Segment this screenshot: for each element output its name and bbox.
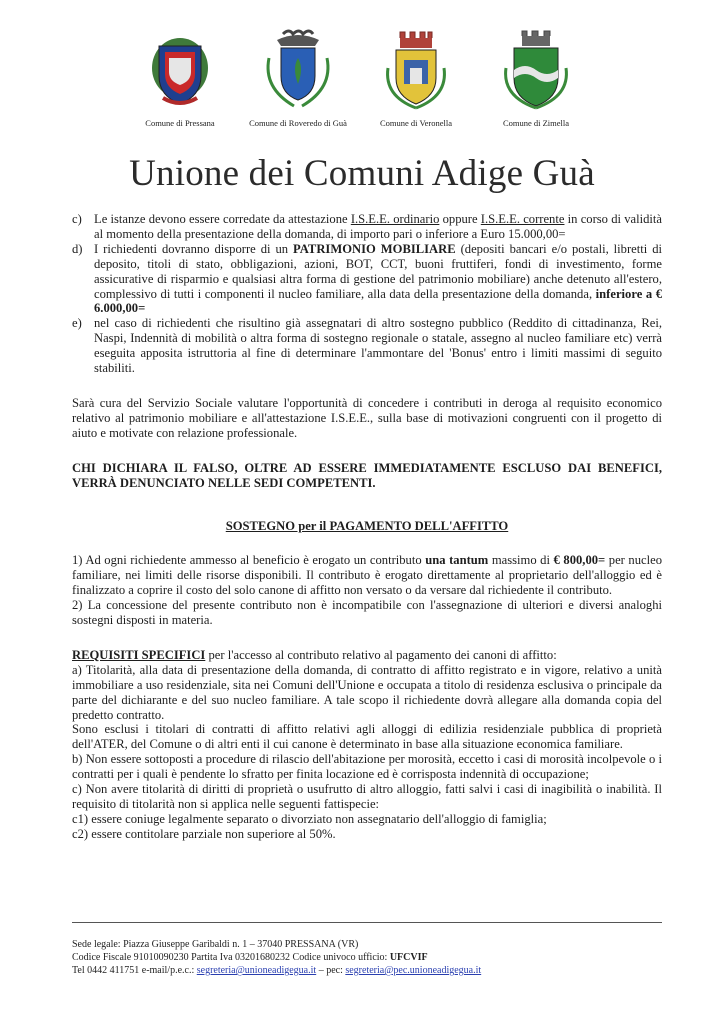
item-text: [94, 212, 662, 242]
footer-fiscal: [72, 951, 662, 964]
text-span: Tel 0442 411751 e-mail/p.e.c.:: [72, 965, 197, 976]
text-span: – pec:: [316, 965, 346, 976]
document-body: [72, 212, 662, 842]
section-title: SOSTEGNO per il PAGAMENTO DELL'AFFITTO: [225, 518, 509, 533]
text-span: per l'accesso al contributo relativo al pagamento dei canoni di affitto:: [205, 647, 557, 662]
pec-link[interactable]: segreteria@pec.unioneadigegua.it: [345, 965, 482, 976]
crest-zimella: [476, 28, 596, 128]
una-tantum-label: una tantum: [425, 553, 489, 568]
requirement-c: c) Non avere titolarità di diritti di proprietà o usufrutto di altro alloggio, fatti salvi i casi di inagibilità o inabilità. Il requisito di titolarità non si applica nelle seguenti fattispecie:: [72, 782, 662, 811]
municipality-crests: [0, 28, 724, 148]
text-span: (depositi bancari e/o postali, libretti di deposito, titoli di stato, obbligazioni, azioni, BOT, CCT, buoni fruttiferi, fondi di investimento, forme assicurative di risparmio e qualsiasi altra forma di gestione del patrimonio mobiliare) anche detenuto all'estero, complessivo di tutti i componenti il nucleo familiare, alla data della presentazione della domanda,: [94, 241, 662, 301]
list-item-e: [72, 316, 662, 376]
office-code: UFCVIF: [389, 952, 428, 963]
max-contribution-amount: € 800,00=: [553, 553, 606, 568]
list-item-c: [72, 212, 662, 242]
text-span: oppure: [439, 212, 481, 226]
support-paragraph-2: 2) La concessione del presente contributo non è incompatibile con l'assegnazione di ulteriori e diversi analoghi sostegni disposti in materia.: [72, 598, 662, 628]
isee-corrente-link: I.S.E.E. corrente: [480, 212, 565, 226]
crest-caption: Comune di Veronella: [379, 118, 453, 128]
veronella-coat-of-arms-icon: [380, 28, 452, 114]
requirements-intro: [72, 648, 662, 663]
text-span: I richiedenti dovranno disporre di un: [94, 241, 294, 256]
footer-divider: [72, 922, 662, 923]
text-span: 1) Ad ogni richiedente ammesso al beneficio è erogato un contributo: [72, 553, 426, 568]
crest-roveredo: [238, 28, 358, 128]
threshold-amount: inferiore a € 6.000,00=: [94, 286, 662, 316]
crest-veronella: [356, 28, 476, 128]
text-span: Le istanze devono essere corredate da attestazione: [94, 212, 351, 226]
requirements-heading: REQUISITI SPECIFICI: [72, 647, 206, 662]
footer-contacts: [72, 964, 662, 977]
zimella-coat-of-arms-icon: [500, 28, 572, 114]
crest-caption: Comune di Pressana: [145, 118, 215, 128]
document-title: Unione dei Comuni Adige Guà: [129, 153, 595, 194]
isee-ordinario-link: I.S.E.E. ordinario: [350, 212, 440, 226]
crest-caption: Comune di Zimella: [502, 118, 570, 128]
text-span: massimo di: [488, 553, 554, 568]
item-marker: c): [72, 212, 82, 226]
footer: [72, 938, 662, 977]
roveredo-coat-of-arms-icon: [259, 28, 337, 114]
patrimonio-mobiliare-label: PATRIMONIO MOBILIARE: [293, 241, 456, 256]
item-marker: d): [72, 241, 83, 256]
item-text: [94, 242, 662, 317]
false-declaration-warning: CHI DICHIARA IL FALSO, OLTRE AD ESSERE IMMEDIATAMENTE ESCLUSO DAI BENEFICI, VERRÀ DENUNCIATO NELLE SEDI COMPETENTI.: [72, 460, 662, 490]
crest-caption: Comune di Roveredo di Guà: [249, 118, 347, 128]
requirement-a: a) Titolarità, alla data di presentazione della domanda, di contratto di affitto registrato e in vigore, relativo a unità immobiliare a uso residenziale, sita nei Comuni dell'Unione e occupata a titolo di residenza esclusiva o principale da parte del dichiarante e del suo nucleo familiare. A tale scopo il richiedente dovrà allegare alla domanda copia del predetto contratto.: [72, 662, 662, 722]
item-marker: e): [72, 316, 82, 331]
support-paragraph-1: [72, 553, 662, 598]
requirement-b: b) Non essere sottoposti a procedure di rilascio dell'abitazione per morosità, eccetto i casi di morosità incolpevole o i contratti per i quali è pendente lo sfratto per finita locazione ed è corrisposta indennità di occupazione;: [72, 752, 662, 782]
requirement-exclusion: Sono esclusi i titolari di contratti di affitto relativi agli alloggi di edilizia residenziale pubblica di proprietà dell'ATER, del Comune o di altri enti il cui canone è determinato in base alla situazione economica familiare.: [72, 722, 662, 752]
requirement-c1: c1) essere coniuge legalmente separato o divorziato non assegnatario dell'alloggio di famiglia;: [72, 811, 547, 826]
pressana-coat-of-arms-icon: [145, 28, 215, 114]
text-span: per nucleo familiare, nei limiti delle risorse disponibili. Il contributo è erogato direttamente al proprietario dell'alloggio ed è finalizzato a coprire il costo del solo canone di affitto non versato o da versare dal richiedente il contributo.: [72, 553, 662, 598]
text-span: Codice Fiscale 91010090230 Partita Iva 03201680232 Codice univoco ufficio:: [72, 952, 390, 963]
footer-address: Sede legale: Piazza Giuseppe Garibaldi n. 1 – 37040 PRESSANA (VR): [72, 939, 359, 950]
social-service-paragraph: Sarà cura del Servizio Sociale valutare l'opportunità di concedere i contributi in deroga al requisito economico relativo al patrimonio mobiliare e all'attestazione I.S.E.E., sulla base di motivazioni congruenti con il progetto di aiuto e motivate con relazione professionale.: [72, 395, 662, 440]
crest-pressana: [120, 28, 240, 128]
list-item-d: [72, 242, 662, 317]
email-link[interactable]: segreteria@unioneadigegua.it: [196, 965, 317, 976]
text-span: in corso di validità al momento della presentazione della domanda, di importo pari o inferiore a Euro 15.000,00=: [94, 212, 662, 241]
item-text: nel caso di richiedenti che risultino già assegnatari di altro sostegno pubblico (Reddito di cittadinanza, Rei, Naspi, Indennità di mobilità o altra forma di sostegno regionale o statale, assegno al nucleo familiare etc) verrà eseguita apposita istruttoria al fine di determinare l'ammontare del 'Bonus' entro i limiti massimi di seguito stabiliti.: [94, 316, 662, 376]
requirement-c2: c2) essere contitolare parziale non superiore al 50%.: [72, 826, 336, 841]
